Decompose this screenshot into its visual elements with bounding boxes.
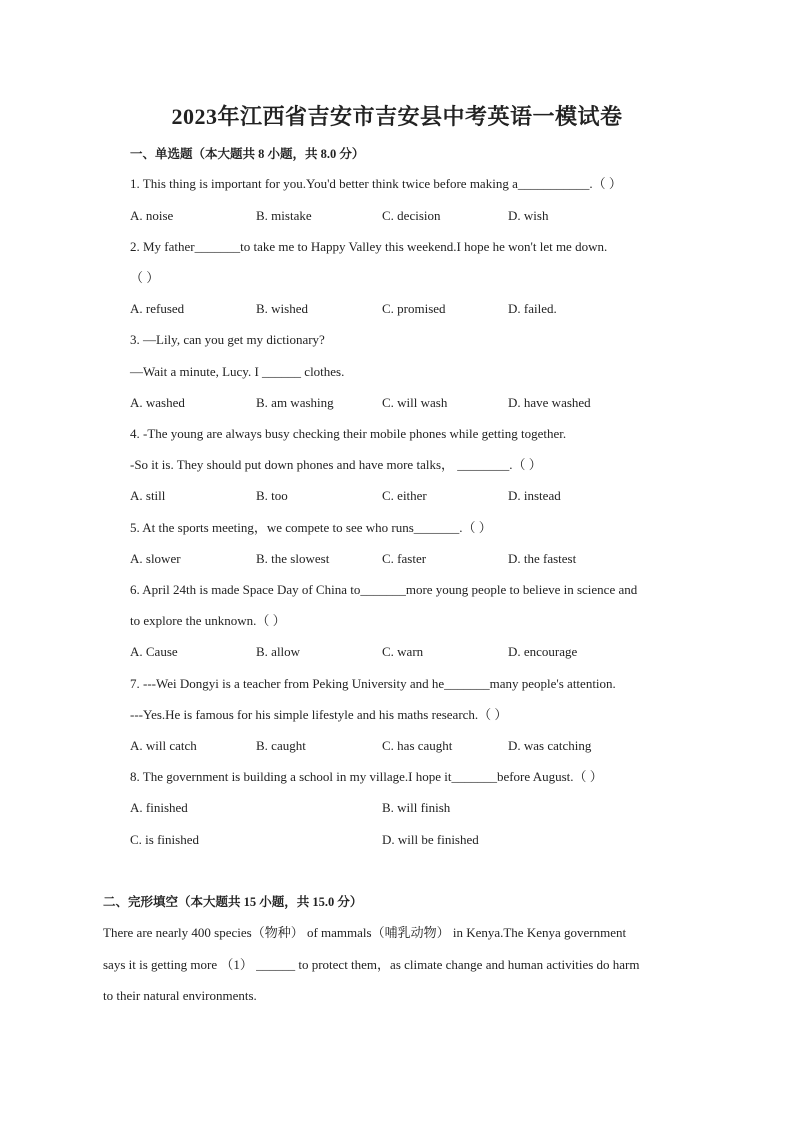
section-heading: 二、完形填空（本大题共 15 小题，共 15.0 分） <box>103 895 363 909</box>
question-text-cont: to explore the unknown.（ ） <box>130 613 286 628</box>
option-c: C. is finished <box>130 832 199 847</box>
option-b: B. caught <box>256 738 306 753</box>
question-text: 6. April 24th is made Space Day of China to_______more young people to believe in science and <box>130 582 638 597</box>
option-b: B. the slowest <box>256 551 330 566</box>
option-d: D. will be finished <box>382 832 479 847</box>
section-heading: 一、单选题（本大题共 8 小题，共 8.0 分） <box>130 147 365 161</box>
passage-line: says it is getting more （1） ______ to protect them，as climate change and human activities do harm <box>103 957 640 972</box>
question-text: 8. The government is building a school in my village.I hope it_______before August.（ ） <box>130 769 603 784</box>
option-b: B. allow <box>256 644 301 659</box>
option-b: B. too <box>256 488 288 503</box>
option-c: C. will wash <box>382 395 448 410</box>
option-a: A. refused <box>130 301 185 316</box>
question-text: 2. My father_______to take me to Happy Valley this weekend.I hope he won't let me down. <box>130 239 608 254</box>
option-c: C. warn <box>382 644 424 659</box>
option-a: A. finished <box>130 800 188 815</box>
option-c: C. decision <box>382 208 441 223</box>
option-d: D. failed. <box>508 301 557 316</box>
option-a: A. will catch <box>130 738 197 753</box>
option-a: A. washed <box>130 395 185 410</box>
option-b: B. mistake <box>256 208 312 223</box>
question-text-cont: ---Yes.He is famous for his simple lifestyle and his maths research.（ ） <box>130 707 508 722</box>
option-d: D. instead <box>508 488 561 503</box>
option-a: A. noise <box>130 208 174 223</box>
option-a: A. slower <box>130 551 181 566</box>
question-text: 5. At the sports meeting，we compete to see who runs_______.（ ） <box>130 520 492 535</box>
question-text: 1. This thing is important for you.You'd better think twice before making a___________.（ ） <box>130 176 622 191</box>
option-c: C. has caught <box>382 738 453 753</box>
question-text: 7. ---Wei Dongyi is a teacher from Peking University and he_______many people's attention. <box>130 676 616 691</box>
option-d: D. the fastest <box>508 551 577 566</box>
option-c: C. either <box>382 488 427 503</box>
option-a: A. Cause <box>130 644 178 659</box>
option-a: A. still <box>130 488 166 503</box>
question-text: 3. —Lily, can you get my dictionary? <box>130 332 325 347</box>
option-b: B. am washing <box>256 395 334 410</box>
option-d: D. was catching <box>508 738 592 753</box>
passage-line: There are nearly 400 species（物种） of mammals（哺乳动物） in Kenya.The Kenya government <box>103 925 627 940</box>
question-text-cont: —Wait a minute, Lucy. I ______ clothes. <box>130 364 345 379</box>
option-b: B. will finish <box>382 800 451 815</box>
passage-line: to their natural environments. <box>103 988 257 1003</box>
option-d: D. have washed <box>508 395 591 410</box>
option-d: D. encourage <box>508 644 578 659</box>
option-d: D. wish <box>508 208 549 223</box>
page-title: 2023年江西省吉安市吉安县中考英语一模试卷 <box>171 104 623 129</box>
option-c: C. promised <box>382 301 446 316</box>
question-text-cont: -So it is. They should put down phones and have more talks， ________.（ ） <box>130 457 542 472</box>
option-b: B. wished <box>256 301 308 316</box>
question-text-cont: （ ） <box>130 270 160 285</box>
option-c: C. faster <box>382 551 427 566</box>
question-text: 4. -The young are always busy checking their mobile phones while getting together. <box>130 426 567 441</box>
